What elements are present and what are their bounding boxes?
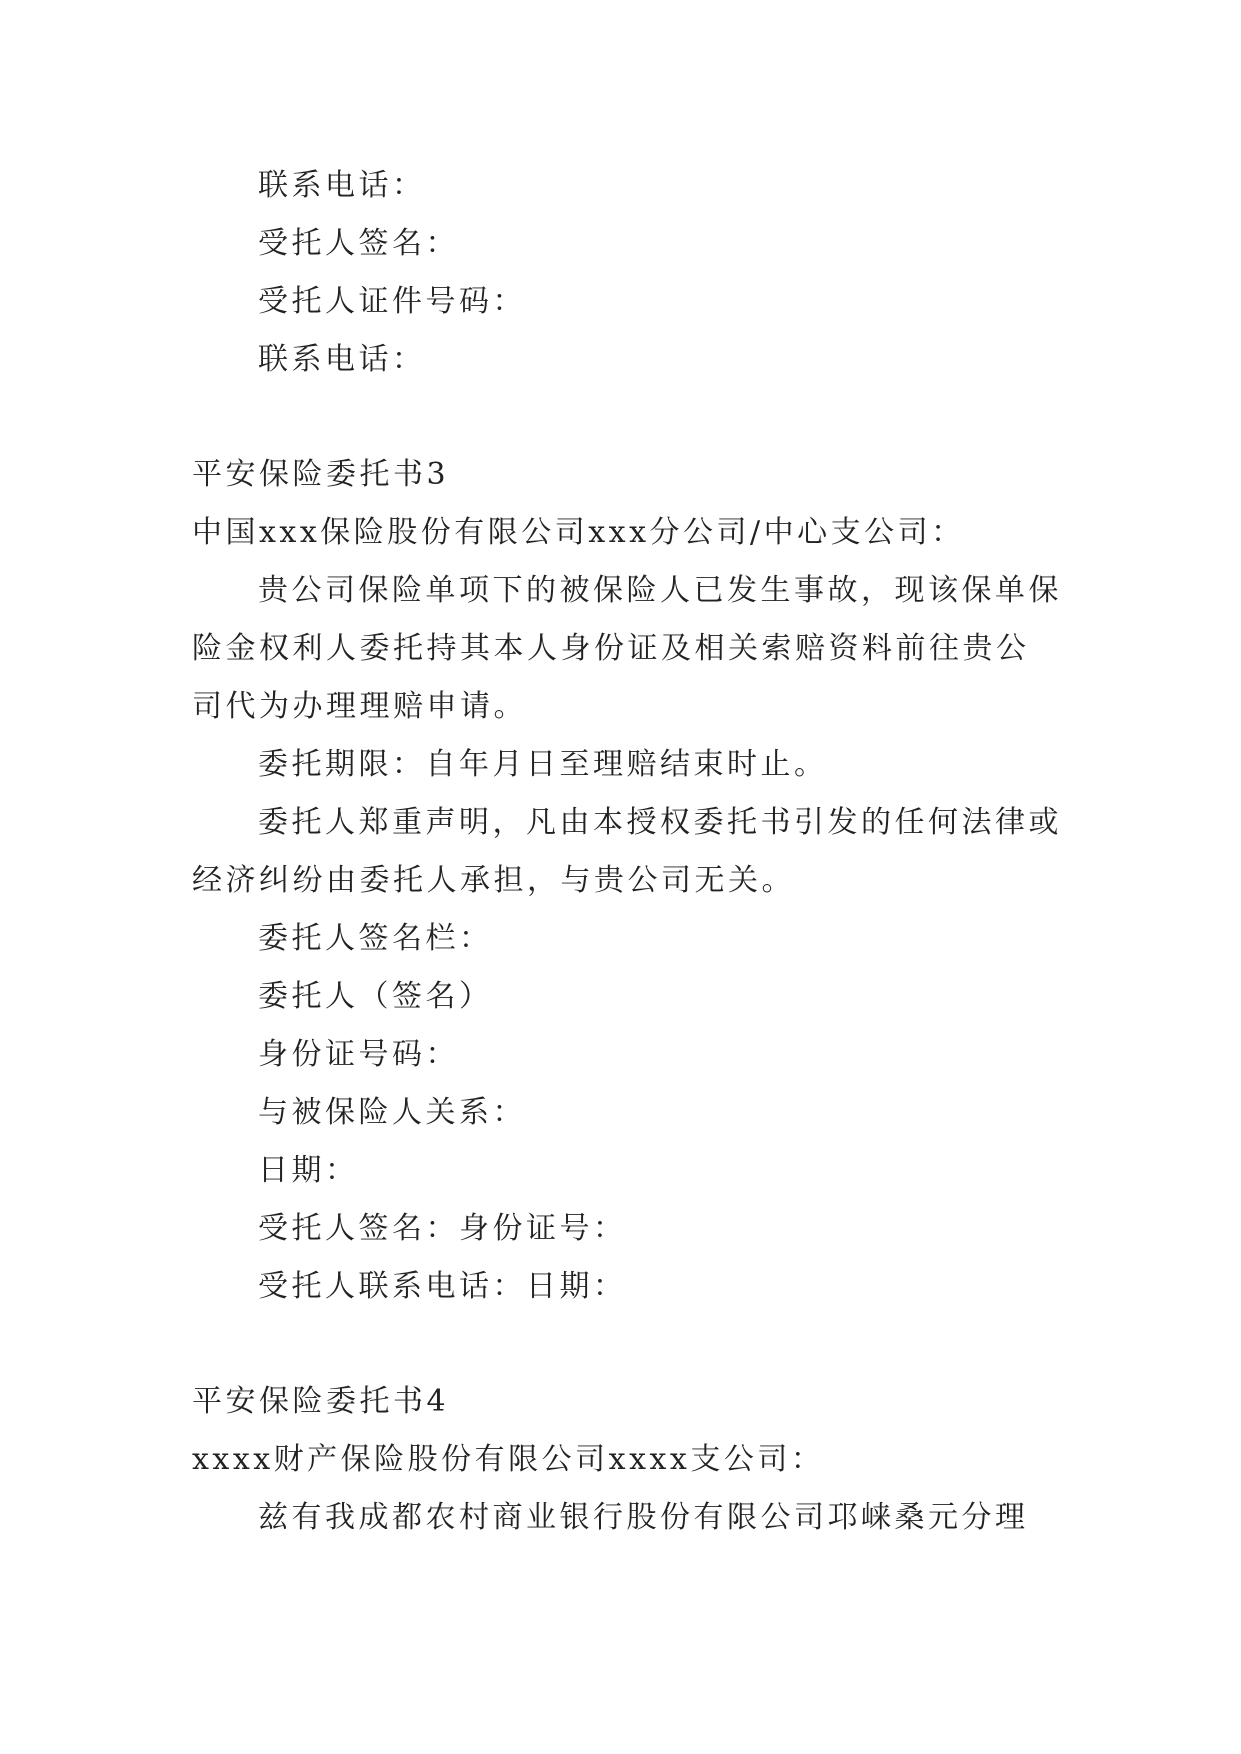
trustee-phone-date-line: 受托人联系电话：日期：: [258, 1269, 627, 1304]
relationship-line: 与被保险人关系：: [258, 1095, 526, 1130]
trustee-signature-id-line: 受托人签名：身份证号：: [258, 1211, 627, 1246]
principal-signature-line: 委托人（签名）: [258, 979, 493, 1014]
body-paragraph-line: 贵公司保险单项下的被保险人已发生事故，现该保单保: [258, 573, 1062, 608]
contact-phone-line: 联系电话：: [258, 168, 426, 203]
entrust-period-line: 委托期限：自年月日至理赔结束时止。: [258, 747, 828, 782]
section-title-4: 平安保险委托书4: [192, 1384, 450, 1419]
declaration-line: 委托人郑重声明，凡由本授权委托书引发的任何法律或: [258, 805, 1062, 840]
body-paragraph-line: 司代为办理理赔申请。: [192, 689, 527, 724]
addressee-line: 中国xxx保险股份有限公司xxx分公司/中心支公司：: [192, 515, 965, 550]
section-title-3: 平安保险委托书3: [192, 457, 450, 492]
body-paragraph-line: 兹有我成都农村商业银行股份有限公司邛崃桑元分理: [258, 1500, 1029, 1535]
declaration-line: 经济纠纷由委托人承担，与贵公司无关。: [192, 863, 795, 898]
signature-section-label: 委托人签名栏：: [258, 921, 493, 956]
body-paragraph-line: 险金权利人委托持其本人身份证及相关索赔资料前往贵公: [192, 631, 1030, 666]
trustee-signature-line: 受托人签名：: [258, 226, 459, 261]
contact-phone-line: 联系电话：: [258, 342, 426, 377]
trustee-id-line: 受托人证件号码：: [258, 284, 526, 319]
date-line: 日期：: [258, 1153, 359, 1188]
id-number-line: 身份证号码：: [258, 1037, 459, 1072]
addressee-line: xxxx财产保险股份有限公司xxxx支公司：: [192, 1442, 825, 1477]
